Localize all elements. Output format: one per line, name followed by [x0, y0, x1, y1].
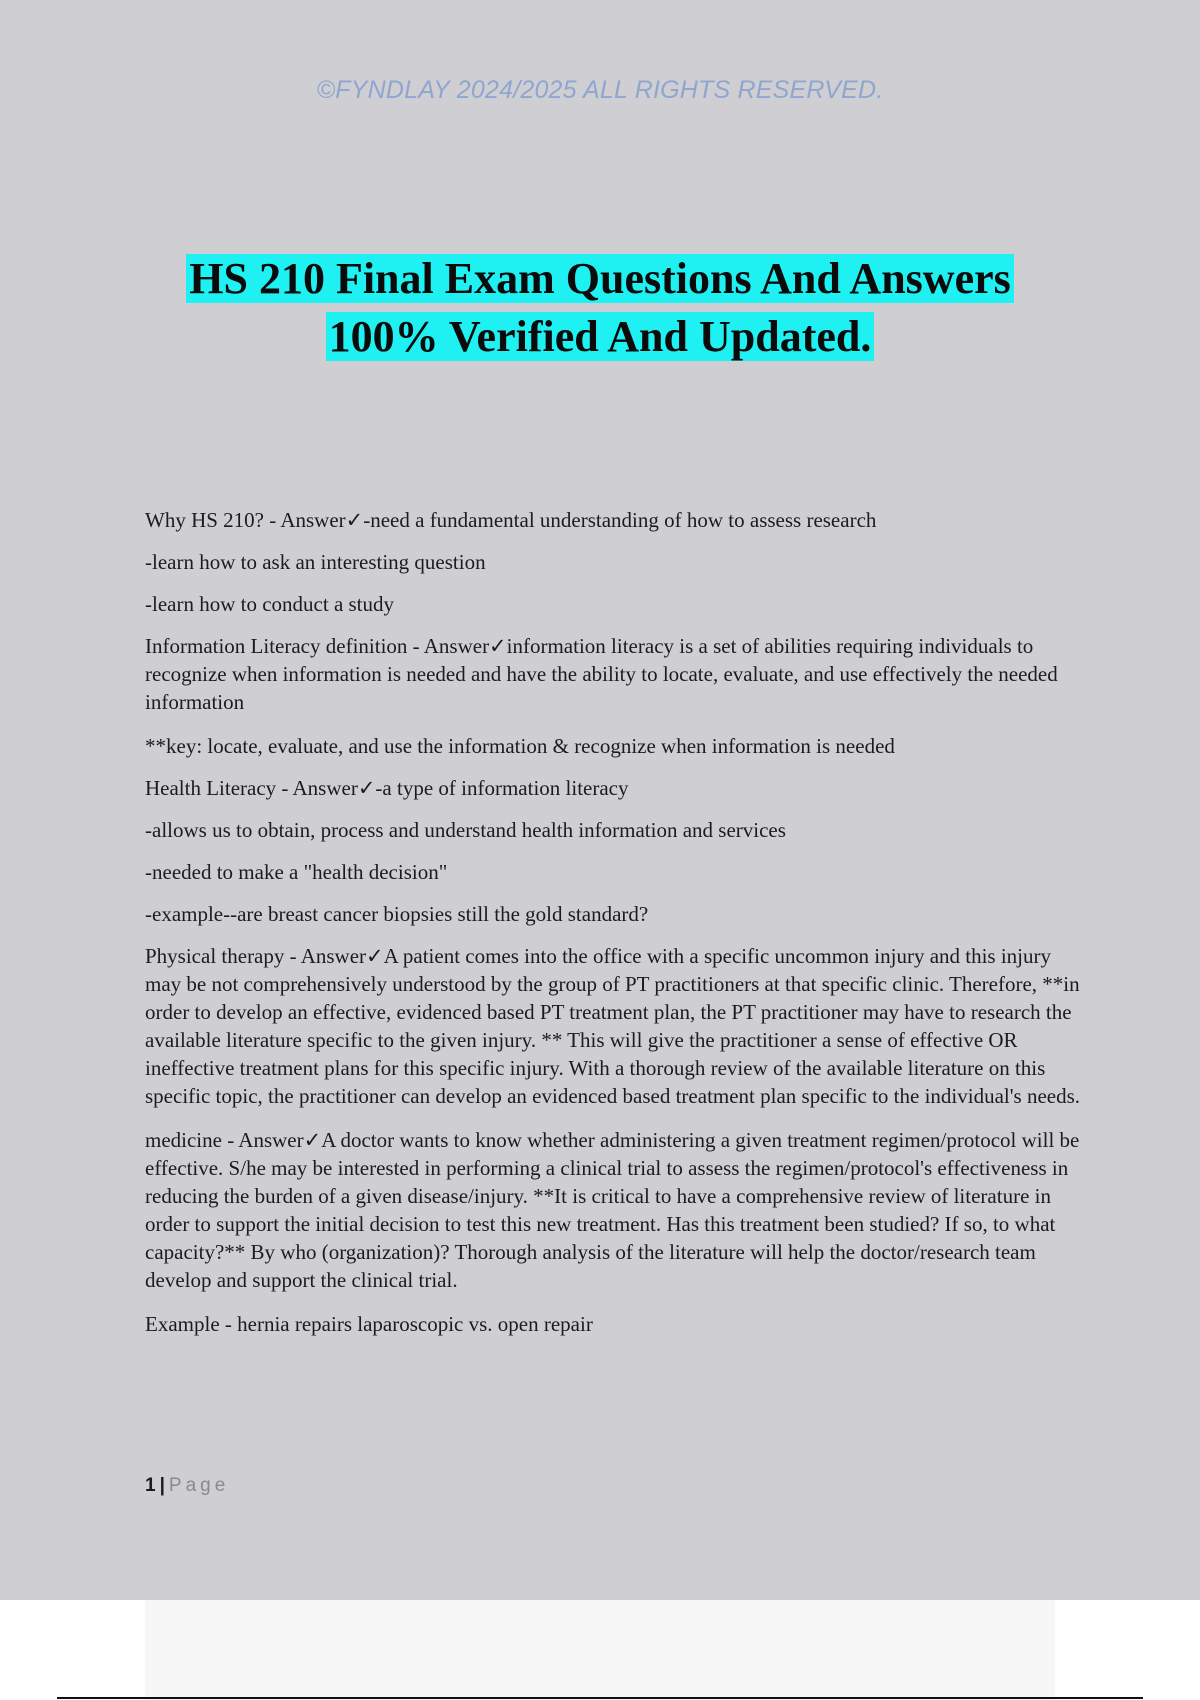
next-page-preview [145, 1600, 1055, 1700]
footer-separator: | [159, 1475, 165, 1496]
paragraph: -example--are breast cancer biopsies still the gold standard? [145, 902, 649, 926]
page-number: 1 [145, 1475, 156, 1496]
title-line-1: HS 210 Final Exam Questions And Answers [186, 254, 1014, 303]
paragraph: Example - hernia repairs laparoscopic vs. open repair [145, 1312, 593, 1336]
paragraph: -learn how to ask an interesting question [145, 550, 486, 574]
bottom-divider [57, 1697, 1143, 1699]
page-label: Page [168, 1475, 230, 1496]
paragraph: **key: locate, evaluate, and use the information & recognize when information is needed [145, 734, 895, 758]
paragraph: -needed to make a "health decision" [145, 860, 448, 884]
paragraph: -allows us to obtain, process and understand health information and services [145, 818, 786, 842]
document-title [0, 250, 1200, 366]
title-line-2: 100% Verified And Updated. [326, 312, 875, 361]
paragraph: Information Literacy definition - Answer✓information literacy is a set of abilities requiring individuals to recognize when information is needed and have the ability to locate, evaluate, and use effectively the needed information [145, 634, 1058, 714]
paragraph: Physical therapy - Answer✓A patient comes into the office with a specific uncommon injury and this injury may be not comprehensively understood by the group of PT practitioners at that specific clinic. Therefore, **in order to develop an effective, evidenced based PT treatment plan, the PT practitioner may have to research the available literature specific to the given injury. ** This will give the practitioner a sense of effective OR ineffective treatment plans for this specific injury. With a thorough review of the available literature on this specific topic, the practitioner can develop an evidenced based treatment plan specific to the individual's needs. [145, 944, 1081, 1108]
copyright-watermark: ©FYNDLAY 2024/2025 ALL RIGHTS RESERVED. [316, 76, 884, 104]
document-body [145, 506, 1090, 1354]
paragraph: Why HS 210? - Answer✓-need a fundamental understanding of how to assess research [145, 508, 877, 532]
paragraph: -learn how to conduct a study [145, 592, 395, 616]
page-footer [145, 1475, 229, 1497]
paragraph: Health Literacy - Answer✓-a type of information literacy [145, 776, 629, 800]
paragraph: medicine - Answer✓A doctor wants to know whether administering a given treatment regimen/protocol will be effective. S/he may be interested in performing a clinical trial to assess the regimen/protocol's effectiveness in reducing the burden of a given disease/injury. **It is critical to have a comprehensive review of literature in order to support the initial decision to test this new treatment. Has this treatment been studied? If so, to what capacity?** By who (organization)? Thorough analysis of the literature will help the doctor/research team develop and support the clinical trial. [145, 1128, 1080, 1292]
